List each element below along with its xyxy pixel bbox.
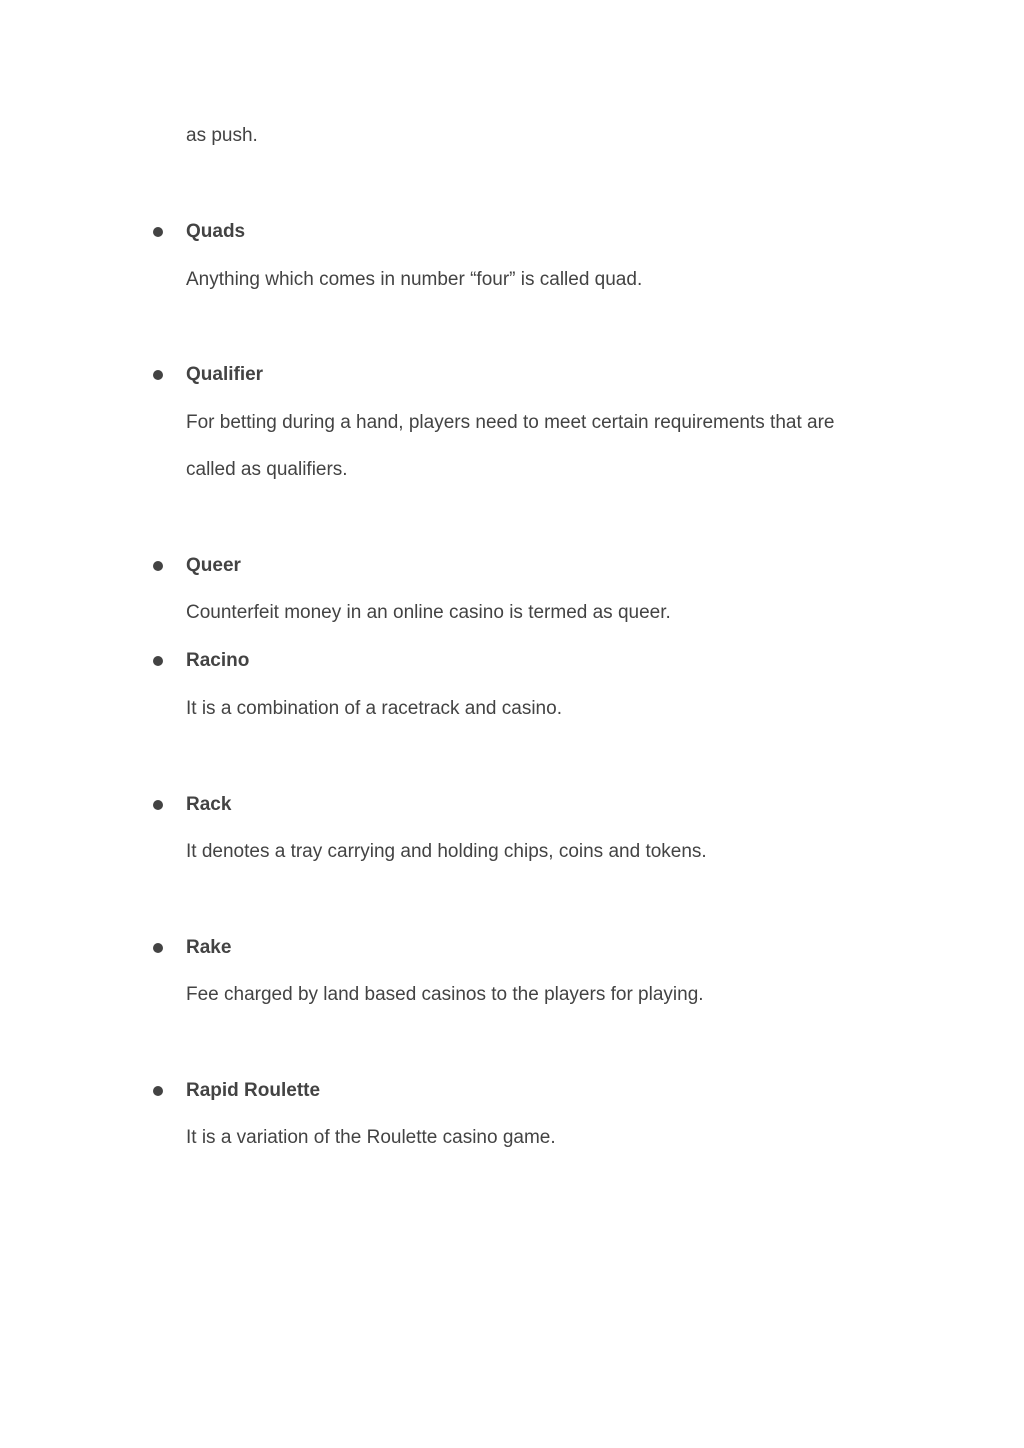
definition-rack: It denotes a tray carrying and holding chips, coins and tokens.	[186, 841, 707, 862]
definition-qualifier-line-2: called as qualifiers.	[186, 459, 348, 480]
bullet-icon	[153, 656, 163, 666]
definition-quads: Anything which comes in number “four” is called quad.	[186, 269, 643, 290]
term-quads: Quads	[186, 221, 246, 242]
term-qualifier: Qualifier	[186, 364, 264, 385]
term-rapid-roulette: Rapid Roulette	[186, 1080, 321, 1101]
term-rack: Rack	[186, 794, 232, 815]
bullet-icon	[153, 370, 163, 380]
definition-qualifier-line-1: For betting during a hand, players need to meet certain requirements that are	[186, 412, 835, 433]
definition-rake: Fee charged by land based casinos to the players for playing.	[186, 984, 704, 1005]
term-rake: Rake	[186, 937, 232, 958]
bullet-icon	[153, 561, 163, 571]
definition-rapid-roulette: It is a variation of the Roulette casino game.	[186, 1127, 556, 1148]
term-racino: Racino	[186, 650, 250, 671]
definition-racino: It is a combination of a racetrack and casino.	[186, 698, 562, 719]
bullet-icon	[153, 1086, 163, 1096]
bullet-icon	[153, 227, 163, 237]
continuation-text: as push.	[186, 125, 258, 146]
definition-queer: Counterfeit money in an online casino is termed as queer.	[186, 602, 671, 623]
bullet-icon	[153, 800, 163, 810]
bullet-icon	[153, 943, 163, 953]
term-queer: Queer	[186, 555, 241, 576]
